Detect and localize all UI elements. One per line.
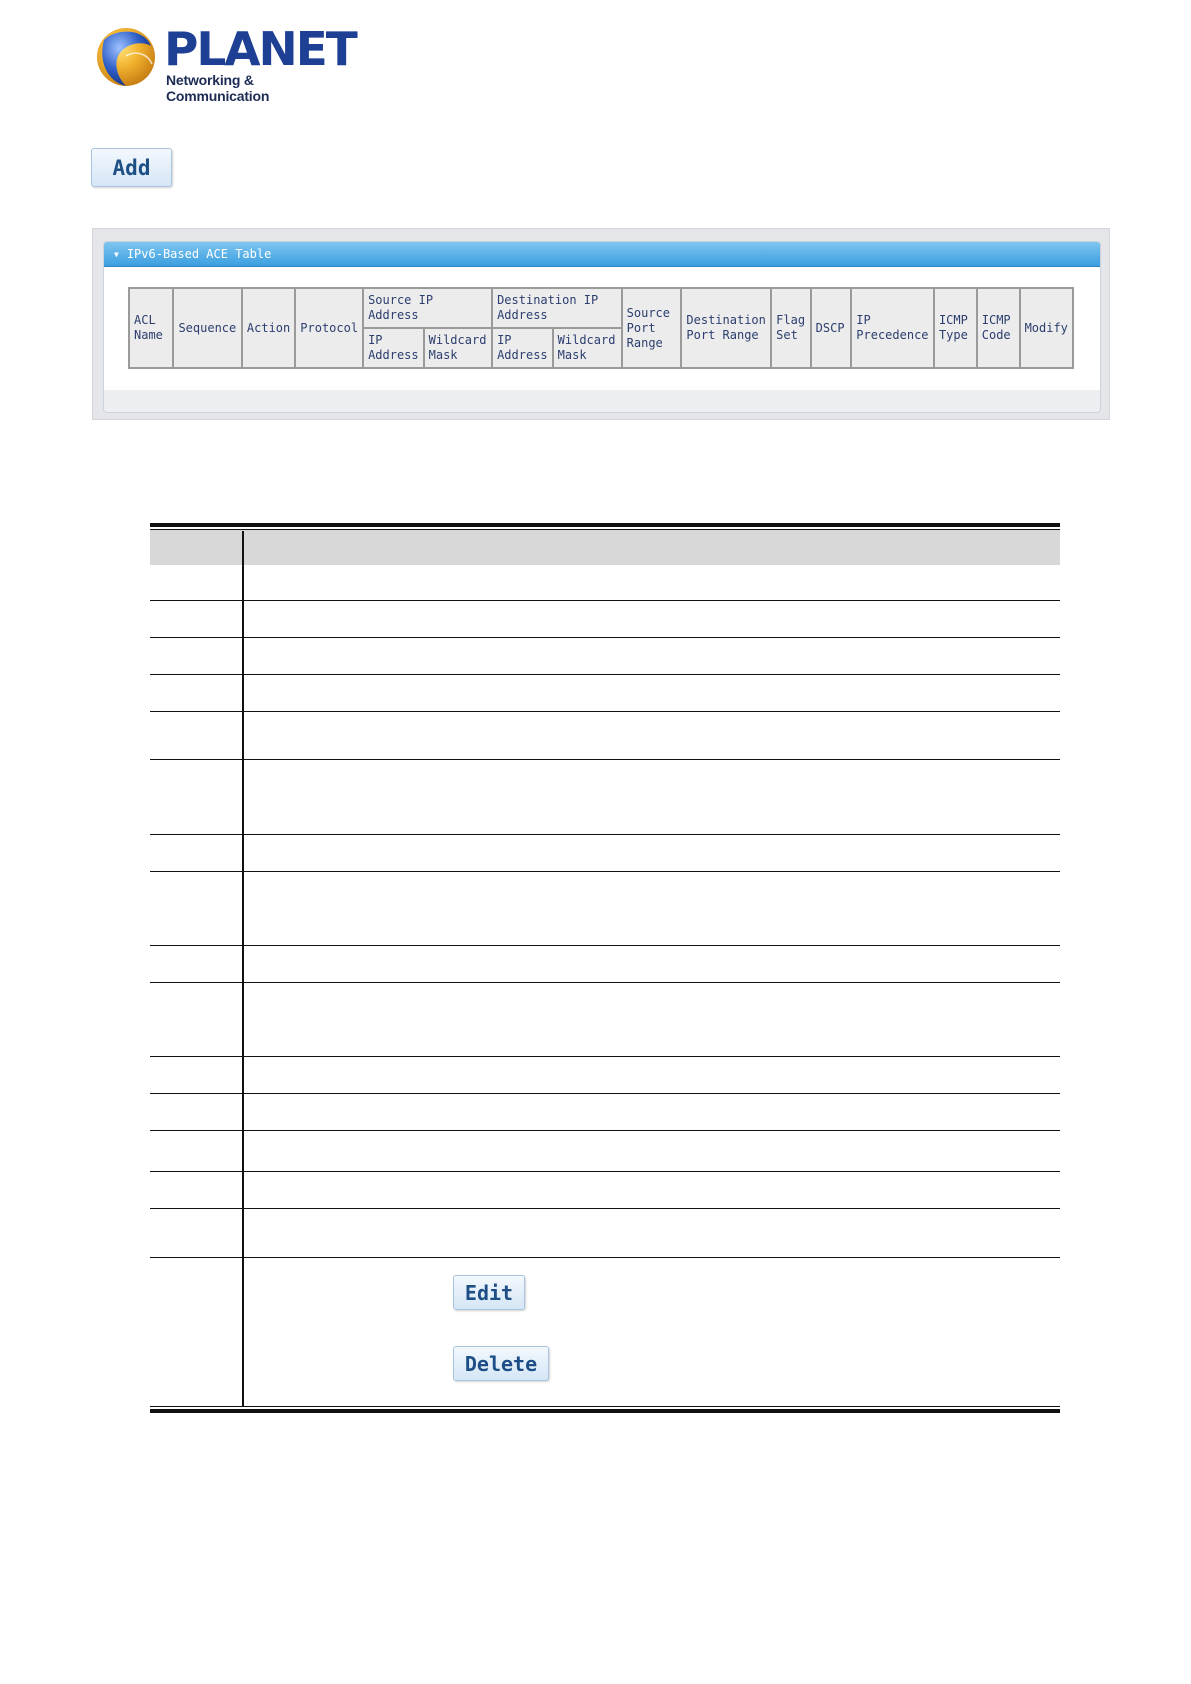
col-flag-set: Flag Set	[771, 288, 811, 368]
parameter-description-table	[150, 523, 1060, 1413]
col-source-port-range: Source Port Range	[622, 288, 682, 368]
table-row	[150, 760, 1060, 835]
table-row	[150, 712, 1060, 760]
ace-table-header-bar[interactable]	[104, 242, 1100, 267]
table-row	[150, 983, 1060, 1057]
ipv6-ace-table	[128, 287, 1074, 369]
col-destination-ip-address: Destination IP Address	[492, 288, 622, 328]
table-row	[150, 1094, 1060, 1131]
col-source-wildcard: Wildcard Mask	[424, 328, 492, 368]
delete-button[interactable]: Delete	[453, 1346, 549, 1381]
collapse-caret-icon[interactable]: ▼	[114, 250, 119, 259]
ace-table-title: IPv6-Based ACE Table	[126, 247, 272, 261]
table-bottom-rule	[150, 1409, 1060, 1413]
col-icmp-type: ICMP Type	[934, 288, 977, 368]
col-dscp: DSCP	[811, 288, 852, 368]
table-row	[150, 835, 1060, 872]
table-row	[150, 946, 1060, 983]
col-destination-ip: IP Address	[492, 328, 553, 368]
col-sequence: Sequence	[173, 288, 241, 368]
table-row	[150, 1209, 1060, 1258]
table-row	[150, 1131, 1060, 1172]
edit-button[interactable]: Edit	[453, 1275, 525, 1310]
table-row	[150, 638, 1060, 675]
col-action: Action	[242, 288, 295, 368]
table-row-modify	[150, 1258, 1060, 1406]
table-row	[150, 872, 1060, 946]
brand-tagline: Networking & Communication	[166, 72, 270, 104]
col-modify: Modify	[1020, 288, 1073, 368]
col-acl-name: ACL Name	[129, 288, 173, 368]
table-row	[150, 1057, 1060, 1094]
planet-logo	[96, 22, 356, 104]
table-row	[150, 675, 1060, 712]
col-destination-wildcard: Wildcard Mask	[553, 328, 622, 368]
col-destination-port-range: Destination Port Range	[681, 288, 771, 368]
col-source-ip-address: Source IP Address	[363, 288, 492, 328]
col-protocol: Protocol	[295, 288, 363, 368]
table-header-row	[150, 530, 1060, 565]
col-source-ip: IP Address	[363, 328, 424, 368]
globe-logo-icon	[96, 26, 156, 88]
table-row	[150, 565, 1060, 601]
col-ip-precedence: IP Precedence	[851, 288, 934, 368]
add-button[interactable]: Add	[91, 148, 172, 187]
brand-name: PLANET	[164, 22, 356, 76]
table-row	[150, 1172, 1060, 1209]
table-column-divider	[242, 531, 244, 1406]
table-row	[150, 601, 1060, 638]
col-icmp-code: ICMP Code	[977, 288, 1020, 368]
